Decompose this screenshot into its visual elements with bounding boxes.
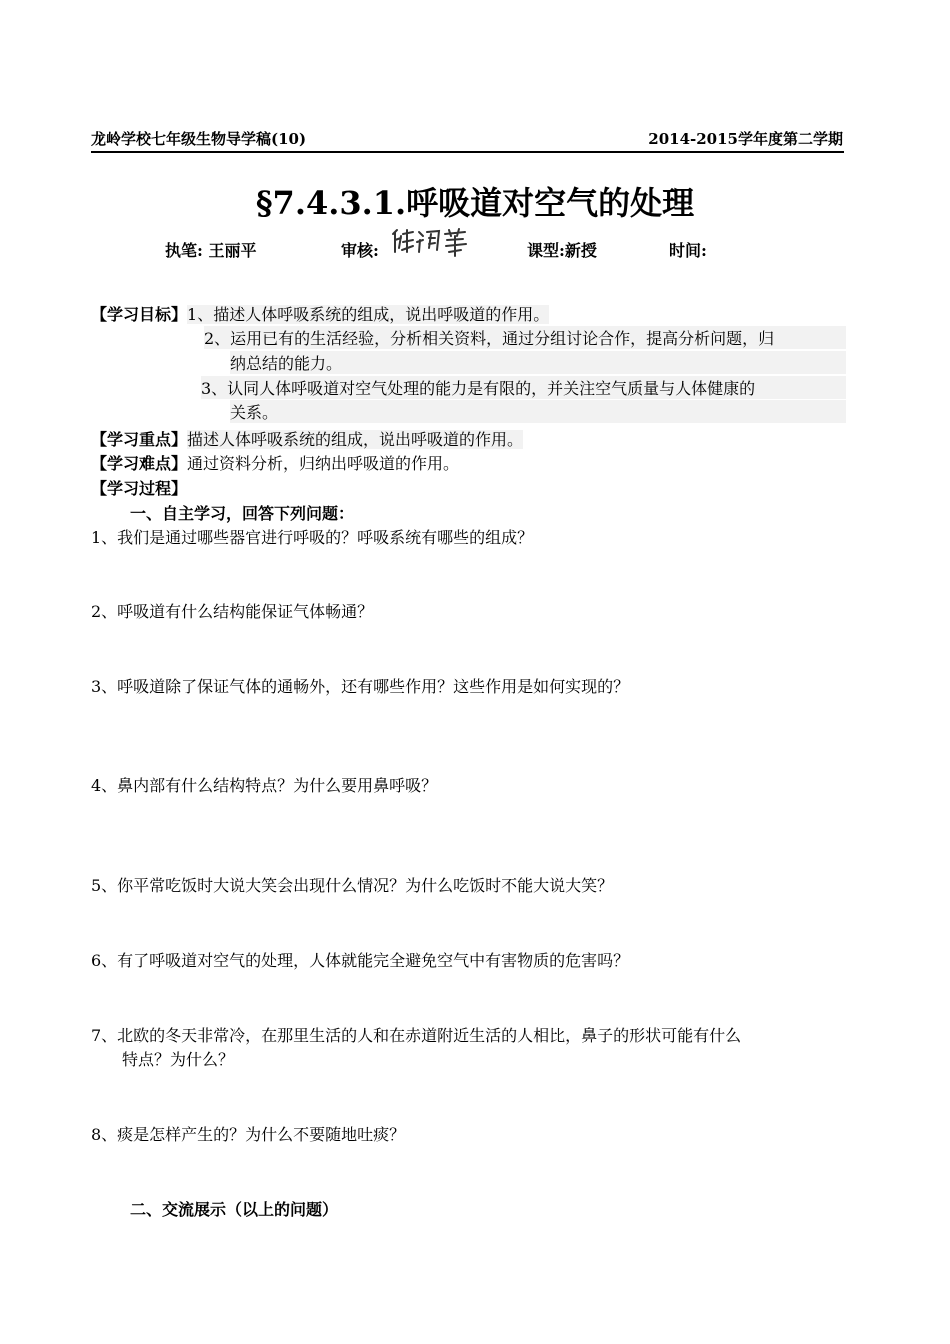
key-point-text: 描述人体呼吸系统的组成，说出呼吸道的作用。 — [187, 430, 524, 449]
time-label: 时间: — [669, 241, 707, 260]
lesson-type: 课型:新授 — [527, 241, 597, 260]
difficulty-tag: 【学习难点】 — [91, 454, 188, 473]
objective-item-2-line-2: 纳总结的能力。 — [230, 351, 846, 374]
difficulty-row — [91, 451, 459, 474]
question-7-line-2: 特点？为什么？ — [122, 1050, 235, 1069]
author-label: 执笔: 王丽平 — [165, 241, 257, 260]
section-2-heading: 二、交流展示（以上的问题） — [130, 1200, 339, 1219]
objective-item-3-line-1: 3、认同人体呼吸道对空气处理的能力是有限的，并关注空气质量与人体健康的 — [201, 376, 846, 399]
question-2: 2、呼吸道有什么结构能保证气体畅通？ — [91, 602, 374, 621]
question-8: 8、痰是怎样产生的？为什么不要随地吐痰？ — [91, 1125, 406, 1144]
header-divider — [91, 151, 844, 153]
objectives-row-1 — [91, 302, 549, 325]
question-4: 4、鼻内部有什么结构特点？为什么要用鼻呼吸？ — [91, 776, 438, 795]
objective-item-2-line-1: 2、运用已有的生活经验，分析相关资料，通过分组讨论合作，提高分析问题，归 — [204, 326, 846, 349]
question-5: 5、你平常吃饭时大说大笑会出现什么情况？为什么吃饭时不能大说大笑？ — [91, 876, 614, 895]
key-point-row — [91, 427, 523, 450]
key-point-tag: 【学习重点】 — [91, 430, 188, 449]
reviewer-signature — [389, 226, 471, 262]
process-tag: 【学习过程】 — [91, 479, 188, 498]
reviewer-label: 审核: — [341, 241, 379, 260]
question-1: 1、我们是通过哪些器官进行呼吸的？呼吸系统有哪些的组成？ — [91, 528, 534, 547]
section-1-heading: 一、自主学习，回答下列问题： — [130, 504, 355, 523]
header-left-title: 龙岭学校七年级生物导学稿(10) — [91, 130, 307, 148]
question-6: 6、有了呼吸道对空气的处理，人体就能完全避免空气中有害物质的危害吗？ — [91, 951, 630, 970]
question-7-line-1: 7、北欧的冬天非常冷，在那里生活的人和在赤道附近生活的人相比，鼻子的形状可能有什么 — [91, 1026, 742, 1045]
page-title: §7.4.3.1.呼吸道对空气的处理 — [255, 184, 695, 222]
objective-item-1: 1、描述人体呼吸系统的组成，说出呼吸道的作用。 — [187, 305, 550, 324]
question-3: 3、呼吸道除了保证气体的通畅外，还有哪些作用？这些作用是如何实现的？ — [91, 677, 630, 696]
objectives-tag: 【学习目标】 — [91, 305, 188, 324]
header-semester: 2014-2015学年度第二学期 — [648, 130, 843, 148]
objective-item-3-line-2: 关系。 — [230, 400, 846, 423]
difficulty-text: 通过资料分析，归纳出呼吸道的作用。 — [187, 454, 460, 473]
